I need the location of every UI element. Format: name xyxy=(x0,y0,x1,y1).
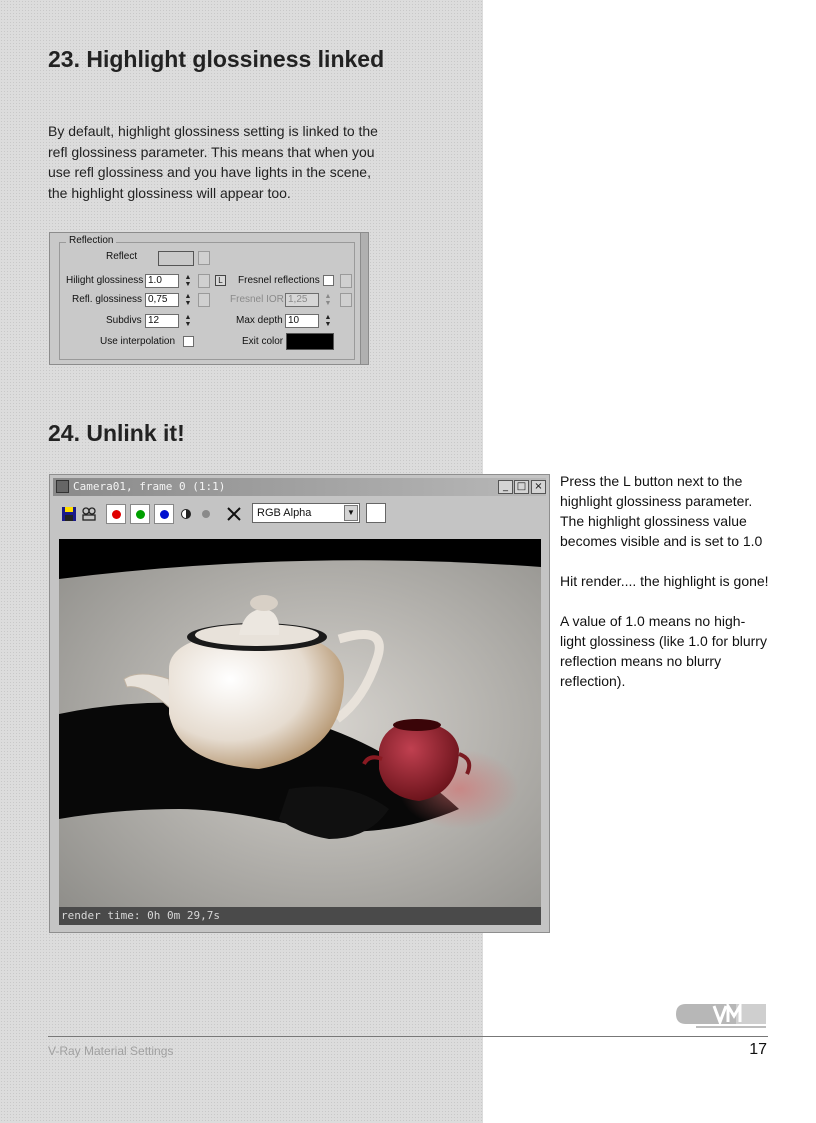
blue-channel-button[interactable] xyxy=(154,504,174,524)
side-paragraph-3: A value of 1.0 means no high-light glossiness (like 1.0 for blurry reflection means no blurry reflection). xyxy=(560,613,767,689)
red-channel-button[interactable] xyxy=(106,504,126,524)
hilight-glossiness-label: Hilight glossiness xyxy=(66,275,144,286)
green-channel-icon xyxy=(136,510,145,519)
refl-glossiness-spinner[interactable]: ▲ ▼ xyxy=(184,293,192,307)
footer-title: V-Ray Material Settings xyxy=(48,1044,174,1058)
reflect-color-swatch[interactable] xyxy=(158,251,194,266)
save-icon[interactable] xyxy=(61,506,77,522)
clear-icon[interactable] xyxy=(226,506,242,522)
camera-frame-window xyxy=(49,474,550,933)
vismasters-logo xyxy=(676,996,768,1032)
mono-icon[interactable] xyxy=(178,506,194,522)
section-heading-23: 23. Highlight glossiness linked xyxy=(48,46,385,72)
channel-select[interactable] xyxy=(252,503,360,523)
section-23-body: By default, highlight glossiness setting is linked to the refl glossiness parameter. This means that when you use refl glossiness and you have lights in the scene, the highlight glossiness will appear too. xyxy=(48,123,378,201)
fresnel-map-button[interactable] xyxy=(340,274,352,288)
reflect-map-button[interactable] xyxy=(198,251,210,265)
channel-select-value: RGB Alpha xyxy=(257,507,312,519)
refl-glossiness-input[interactable]: 0,75 xyxy=(145,293,179,307)
page-number: 17 xyxy=(749,1041,767,1058)
render-viewport xyxy=(59,539,541,925)
side-text xyxy=(560,471,770,711)
side-paragraph-1: Press the L button next to the highlight glossiness parameter. The highlight glossiness value becomes visible and is set to 1.0 xyxy=(560,473,763,549)
green-channel-button[interactable] xyxy=(130,504,150,524)
hilight-map-button[interactable] xyxy=(198,274,210,288)
blue-channel-icon xyxy=(160,510,169,519)
fresnel-reflections-checkbox[interactable] xyxy=(323,275,334,286)
max-depth-input[interactable]: 10 xyxy=(285,314,319,328)
clone-icon[interactable] xyxy=(81,506,97,522)
refl-glossiness-label: Refl. glossiness xyxy=(72,294,143,305)
hilight-lock-button[interactable]: L xyxy=(215,275,226,286)
fresnel-ior-map-button[interactable] xyxy=(340,293,352,307)
reflection-panel xyxy=(49,232,369,365)
fresnel-reflections-label: Fresnel reflections xyxy=(238,275,320,286)
red-channel-icon xyxy=(112,510,121,519)
panel-scrollbar[interactable] xyxy=(360,233,368,364)
use-interpolation-checkbox[interactable] xyxy=(183,336,194,347)
camera-window-icon xyxy=(56,480,69,493)
refl-glossiness-map-button[interactable] xyxy=(198,293,210,307)
reflect-label: Reflect xyxy=(106,251,138,262)
max-depth-spinner[interactable]: ▲ ▼ xyxy=(324,314,332,328)
color-swatch-box[interactable] xyxy=(366,503,386,523)
alpha-icon[interactable] xyxy=(198,506,214,522)
hilight-glossiness-input[interactable]: 1.0 xyxy=(145,274,179,288)
close-button[interactable]: × xyxy=(531,480,546,494)
reflection-group-title: Reflection xyxy=(66,235,116,246)
use-interpolation-label: Use interpolation xyxy=(100,336,176,347)
hilight-glossiness-spinner[interactable]: ▲ ▼ xyxy=(184,274,192,288)
fresnel-ior-label: Fresnel IOR xyxy=(230,294,284,305)
section-heading-24: 24. Unlink it! xyxy=(48,420,185,446)
window-title: Camera01, frame 0 (1:1) xyxy=(73,480,226,493)
render-status-bar: render time: 0h 0m 29,7s xyxy=(59,907,541,925)
subdivs-spinner[interactable]: ▲ ▼ xyxy=(184,314,192,328)
minimize-button[interactable]: _ xyxy=(498,480,513,494)
subdivs-input[interactable]: 12 xyxy=(145,314,179,328)
subdivs-label: Subdivs xyxy=(106,315,142,326)
fresnel-ior-input[interactable]: 1,25 xyxy=(285,293,319,307)
footer-rule xyxy=(48,1036,768,1037)
maximize-button[interactable]: □ xyxy=(514,480,529,494)
chevron-down-icon[interactable]: ▼ xyxy=(344,505,358,521)
exit-color-swatch[interactable] xyxy=(286,333,334,350)
teapot-render-image xyxy=(59,539,541,925)
max-depth-label: Max depth xyxy=(236,315,283,326)
exit-color-label: Exit color xyxy=(242,336,284,347)
window-title-bar[interactable] xyxy=(53,478,546,496)
fresnel-ior-spinner[interactable]: ▲ ▼ xyxy=(324,293,332,307)
side-paragraph-2: Hit render.... the highlight is gone! xyxy=(560,573,769,589)
